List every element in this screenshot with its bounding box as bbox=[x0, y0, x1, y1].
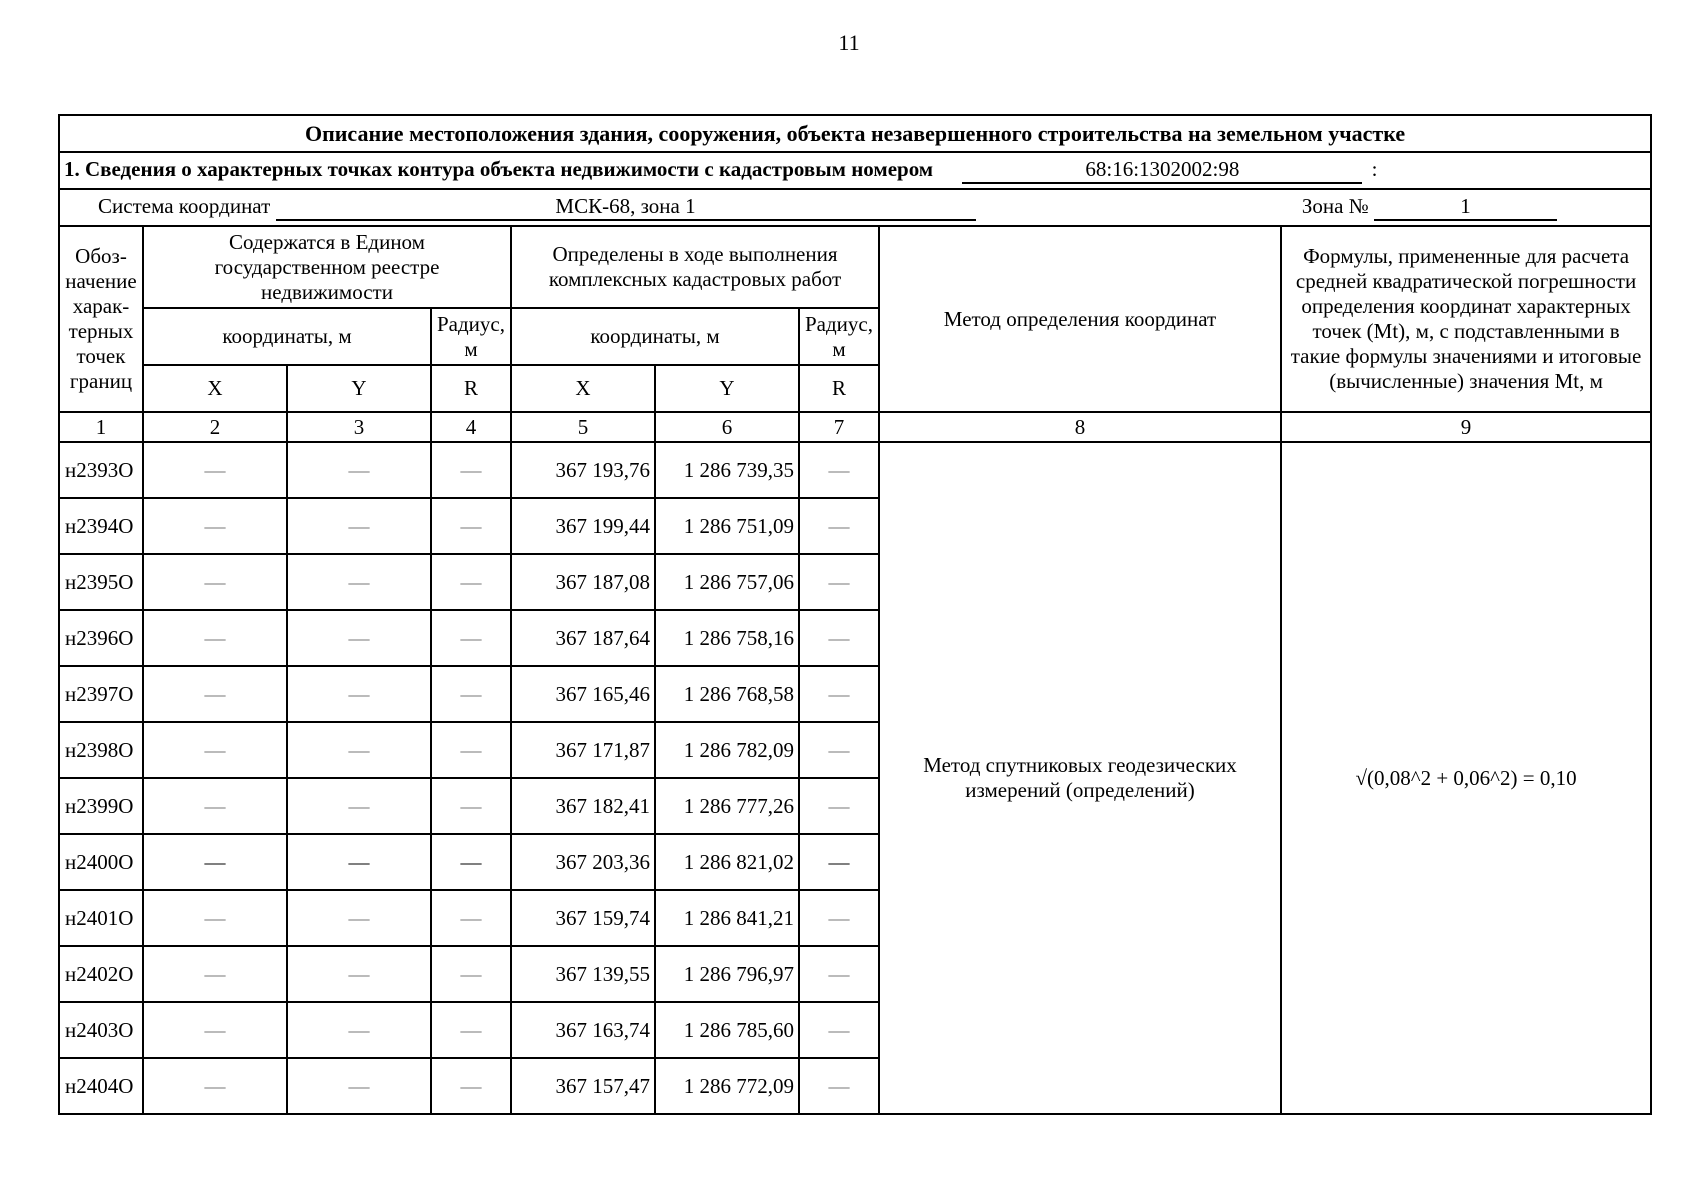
kkr-y-cell: 1 286 782,09 bbox=[655, 722, 799, 778]
egrn-r-cell: — bbox=[431, 946, 511, 1002]
point-designation: н2394О bbox=[59, 498, 143, 554]
egrn-x-cell: — bbox=[143, 1002, 287, 1058]
header-kkr: Определены в ходе выполнения комплексных кадастровых работ bbox=[511, 226, 879, 308]
column-number: 5 bbox=[511, 412, 655, 442]
kkr-r-cell: — bbox=[799, 498, 879, 554]
coord-system-row bbox=[59, 189, 1651, 226]
header-formulas: Формулы, примененные для расчета средней квадратической погрешности определения координат характерных точек (Mt), м, с подставленными в такие формулы значениями и итоговые (вычисленные) значения Mt, м bbox=[1281, 226, 1651, 412]
egrn-r-cell: — bbox=[431, 722, 511, 778]
egrn-r-cell: — bbox=[431, 1058, 511, 1114]
kkr-r-cell: — bbox=[799, 610, 879, 666]
kkr-r-cell: — bbox=[799, 554, 879, 610]
kkr-y-cell: 1 286 841,21 bbox=[655, 890, 799, 946]
point-designation: н2400О bbox=[59, 834, 143, 890]
point-designation: н2404О bbox=[59, 1058, 143, 1114]
kkr-y-cell: 1 286 772,09 bbox=[655, 1058, 799, 1114]
egrn-y-cell: — bbox=[287, 666, 431, 722]
egrn-y-cell: — bbox=[287, 554, 431, 610]
section-suffix: : bbox=[1371, 157, 1378, 181]
column-number: 3 bbox=[287, 412, 431, 442]
point-designation: н2395О bbox=[59, 554, 143, 610]
kkr-y-cell: 1 286 821,02 bbox=[655, 834, 799, 890]
kkr-y-cell: 1 286 757,06 bbox=[655, 554, 799, 610]
point-designation: н2402О bbox=[59, 946, 143, 1002]
egrn-y-cell: — bbox=[287, 1002, 431, 1058]
egrn-y-cell: — bbox=[287, 1058, 431, 1114]
egrn-x-cell: — bbox=[143, 554, 287, 610]
egrn-y-cell: — bbox=[287, 722, 431, 778]
kkr-x-cell: 367 199,44 bbox=[511, 498, 655, 554]
method-value: Метод спутниковых геодезических измерений (определений) bbox=[879, 442, 1281, 1114]
egrn-x-cell: — bbox=[143, 890, 287, 946]
section-label: 1. Сведения о характерных точках контура объекта недвижимости с кадастровым номером bbox=[64, 157, 934, 181]
header-egrn-coords: координаты, м bbox=[143, 308, 431, 365]
kkr-x-cell: 367 157,47 bbox=[511, 1058, 655, 1114]
kkr-r-cell: — bbox=[799, 1002, 879, 1058]
kkr-y-cell: 1 286 796,97 bbox=[655, 946, 799, 1002]
header-point-designation: Обоз- начение харак- терных точек границ bbox=[59, 226, 143, 412]
column-number: 2 bbox=[143, 412, 287, 442]
kkr-x-cell: 367 163,74 bbox=[511, 1002, 655, 1058]
egrn-y-cell: — bbox=[287, 778, 431, 834]
header-egrn-y: Y bbox=[287, 365, 431, 412]
section-header bbox=[59, 152, 1651, 189]
table-row bbox=[59, 442, 1651, 498]
egrn-y-cell: — bbox=[287, 946, 431, 1002]
kkr-r-cell: — bbox=[799, 666, 879, 722]
zone-value: 1 bbox=[1374, 194, 1557, 221]
kkr-x-cell: 367 182,41 bbox=[511, 778, 655, 834]
kkr-r-cell: — bbox=[799, 946, 879, 1002]
kkr-y-cell: 1 286 758,16 bbox=[655, 610, 799, 666]
kkr-y-cell: 1 286 777,26 bbox=[655, 778, 799, 834]
egrn-r-cell: — bbox=[431, 610, 511, 666]
column-number: 9 bbox=[1281, 412, 1651, 442]
egrn-r-cell: — bbox=[431, 498, 511, 554]
page-number: 11 bbox=[838, 30, 860, 55]
coord-system-value: МСК-68, зона 1 bbox=[276, 194, 976, 221]
egrn-x-cell: — bbox=[143, 610, 287, 666]
column-number: 4 bbox=[431, 412, 511, 442]
point-designation: н2396О bbox=[59, 610, 143, 666]
egrn-r-cell: — bbox=[431, 778, 511, 834]
egrn-x-cell: — bbox=[143, 946, 287, 1002]
point-designation: н2397О bbox=[59, 666, 143, 722]
header-egrn-radius: Радиус, м bbox=[431, 308, 511, 365]
header-kkr-x: X bbox=[511, 365, 655, 412]
kkr-y-cell: 1 286 739,35 bbox=[655, 442, 799, 498]
column-number: 1 bbox=[59, 412, 143, 442]
egrn-x-cell: — bbox=[143, 834, 287, 890]
egrn-x-cell: — bbox=[143, 722, 287, 778]
point-designation: н2398О bbox=[59, 722, 143, 778]
kkr-r-cell: — bbox=[799, 778, 879, 834]
kkr-r-cell: — bbox=[799, 722, 879, 778]
kkr-x-cell: 367 187,08 bbox=[511, 554, 655, 610]
egrn-r-cell: — bbox=[431, 666, 511, 722]
egrn-r-cell: — bbox=[431, 554, 511, 610]
header-kkr-r: R bbox=[799, 365, 879, 412]
header-kkr-coords: координаты, м bbox=[511, 308, 799, 365]
column-number: 8 bbox=[879, 412, 1281, 442]
kkr-y-cell: 1 286 785,60 bbox=[655, 1002, 799, 1058]
header-kkr-y: Y bbox=[655, 365, 799, 412]
egrn-y-cell: — bbox=[287, 610, 431, 666]
egrn-y-cell: — bbox=[287, 890, 431, 946]
egrn-r-cell: — bbox=[431, 890, 511, 946]
kkr-r-cell: — bbox=[799, 442, 879, 498]
egrn-r-cell: — bbox=[431, 442, 511, 498]
kkr-x-cell: 367 203,36 bbox=[511, 834, 655, 890]
document-title: Описание местоположения здания, сооружения, объекта незавершенного строительства на земельном участке bbox=[59, 115, 1651, 152]
header-egrn: Содержатся в Едином государственном реестре недвижимости bbox=[143, 226, 511, 308]
kkr-x-cell: 367 165,46 bbox=[511, 666, 655, 722]
header-egrn-r: R bbox=[431, 365, 511, 412]
point-designation: н2403О bbox=[59, 1002, 143, 1058]
column-number: 7 bbox=[799, 412, 879, 442]
egrn-x-cell: — bbox=[143, 442, 287, 498]
kkr-r-cell: — bbox=[799, 890, 879, 946]
kkr-x-cell: 367 159,74 bbox=[511, 890, 655, 946]
kkr-x-cell: 367 187,64 bbox=[511, 610, 655, 666]
header-egrn-x: X bbox=[143, 365, 287, 412]
egrn-x-cell: — bbox=[143, 498, 287, 554]
egrn-x-cell: — bbox=[143, 778, 287, 834]
kkr-r-cell: — bbox=[799, 834, 879, 890]
zone-label: Зона № bbox=[1301, 194, 1369, 218]
kkr-r-cell: — bbox=[799, 1058, 879, 1114]
kkr-x-cell: 367 139,55 bbox=[511, 946, 655, 1002]
coord-system-label: Система координат bbox=[98, 194, 271, 218]
egrn-r-cell: — bbox=[431, 1002, 511, 1058]
point-designation: н2393О bbox=[59, 442, 143, 498]
egrn-x-cell: — bbox=[143, 666, 287, 722]
egrn-r-cell: — bbox=[431, 834, 511, 890]
kkr-x-cell: 367 171,87 bbox=[511, 722, 655, 778]
kkr-y-cell: 1 286 768,58 bbox=[655, 666, 799, 722]
header-kkr-radius: Радиус, м bbox=[799, 308, 879, 365]
point-designation: н2401О bbox=[59, 890, 143, 946]
point-designation: н2399О bbox=[59, 778, 143, 834]
egrn-x-cell: — bbox=[143, 1058, 287, 1114]
formula-value: √(0,08^2 + 0,06^2) = 0,10 bbox=[1281, 442, 1651, 1114]
cadastral-number: 68:16:1302002:98 bbox=[962, 157, 1362, 184]
egrn-y-cell: — bbox=[287, 498, 431, 554]
header-method: Метод определения координат bbox=[879, 226, 1281, 412]
kkr-x-cell: 367 193,76 bbox=[511, 442, 655, 498]
egrn-y-cell: — bbox=[287, 834, 431, 890]
coordinates-table bbox=[58, 114, 1652, 1115]
column-number: 6 bbox=[655, 412, 799, 442]
egrn-y-cell: — bbox=[287, 442, 431, 498]
kkr-y-cell: 1 286 751,09 bbox=[655, 498, 799, 554]
